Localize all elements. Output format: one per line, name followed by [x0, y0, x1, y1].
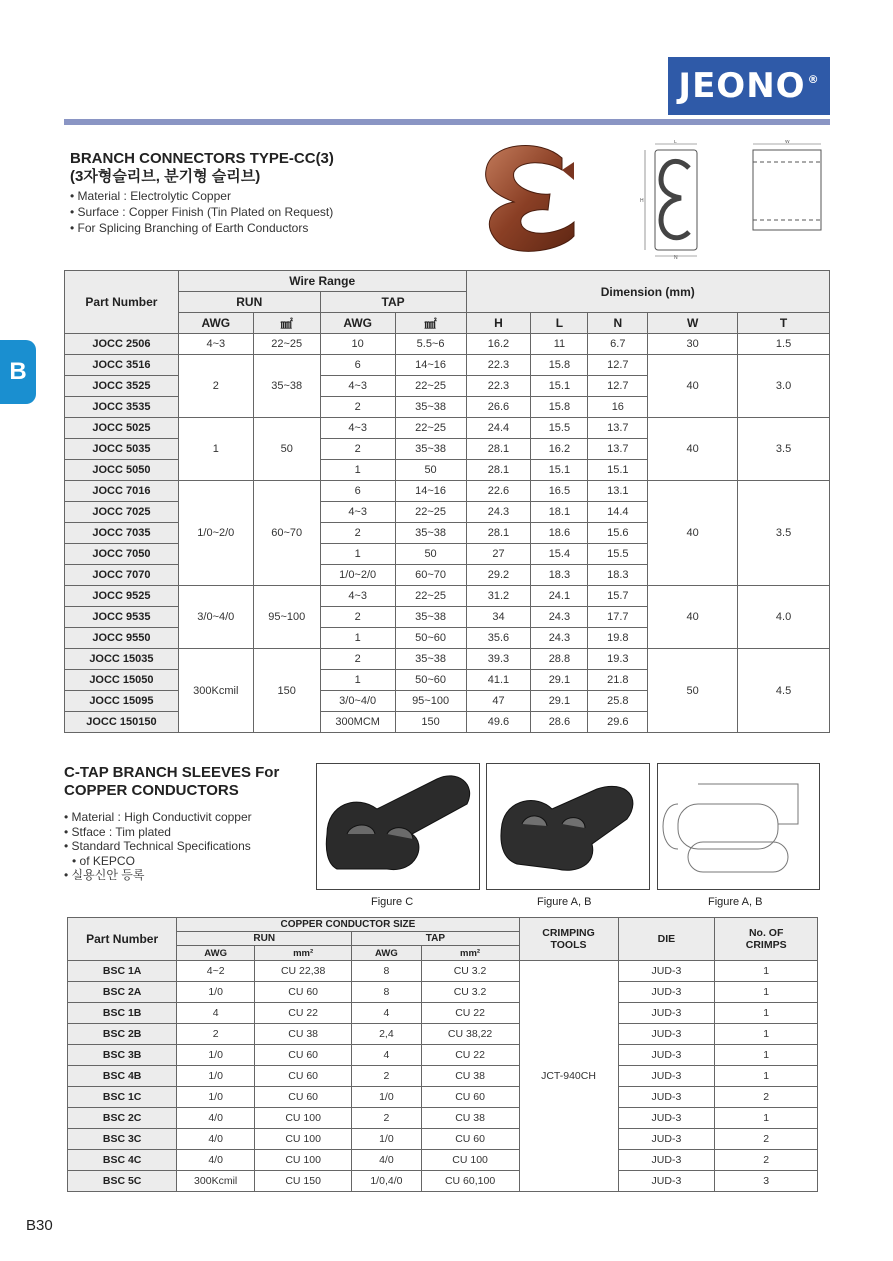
- dim-t-cell: 3.5: [738, 481, 830, 586]
- dim-w-cell: 50: [648, 649, 738, 733]
- figure-caption: Figure A, B: [537, 896, 592, 908]
- dim-h-cell: 28.1: [466, 460, 531, 481]
- part-number-cell: JOCC 15095: [65, 691, 179, 712]
- tap-awg-cell: 6: [320, 481, 395, 502]
- run-mm2-cell: CU 22: [255, 1003, 352, 1024]
- dim-n-cell: 18.3: [588, 565, 648, 586]
- col-run-mm2: ㎟: [253, 313, 320, 334]
- section2-title: [64, 764, 314, 800]
- part-number-cell: JOCC 7016: [65, 481, 179, 502]
- run-mm2-cell: 50: [253, 418, 320, 481]
- figure-caption: Figure C: [371, 896, 414, 908]
- run-awg-cell: 300Kcmil: [178, 649, 253, 733]
- tap-awg-cell: 1: [320, 670, 395, 691]
- tap-awg-cell: 6: [320, 355, 395, 376]
- dim-h-cell: 24.4: [466, 418, 531, 439]
- run-mm2-cell: 95~100: [253, 586, 320, 649]
- crimps-cell: 2: [715, 1087, 818, 1108]
- tap-mm2-cell: 22~25: [395, 376, 466, 397]
- tap-awg-cell: 4: [352, 1045, 421, 1066]
- part-number-cell: JOCC 5025: [65, 418, 179, 439]
- figure-a-b-drawing: [657, 763, 820, 890]
- col-part-number: Part Number: [68, 918, 177, 961]
- tap-awg-cell: 2,4: [352, 1024, 421, 1045]
- run-awg-cell: 1/0: [177, 982, 255, 1003]
- dim-w-cell: 40: [648, 355, 738, 418]
- run-mm2-cell: CU 150: [255, 1171, 352, 1192]
- dim-h-cell: 28.1: [466, 439, 531, 460]
- run-mm2-cell: CU 60: [255, 1087, 352, 1108]
- tap-awg-cell: 2: [320, 397, 395, 418]
- tap-awg-cell: 2: [320, 439, 395, 460]
- run-awg-cell: 2: [178, 355, 253, 418]
- part-number-cell: BSC 2A: [68, 982, 177, 1003]
- tap-mm2-cell: 50~60: [395, 628, 466, 649]
- tap-mm2-cell: CU 3.2: [421, 982, 519, 1003]
- col-run-awg: AWG: [178, 313, 253, 334]
- run-mm2-cell: CU 100: [255, 1129, 352, 1150]
- brand-logo: JEONO ®: [668, 57, 830, 115]
- tap-mm2-cell: 150: [395, 712, 466, 733]
- dim-h-cell: 49.6: [466, 712, 531, 733]
- dim-h-cell: 22.3: [466, 355, 531, 376]
- tap-awg-cell: 1/0: [352, 1129, 421, 1150]
- dim-h-cell: 27: [466, 544, 531, 565]
- tap-awg-cell: 2: [320, 607, 395, 628]
- table-row: [65, 418, 830, 439]
- tap-mm2-cell: 22~25: [395, 502, 466, 523]
- part-number-cell: JOCC 7035: [65, 523, 179, 544]
- die-cell: JUD-3: [618, 1108, 715, 1129]
- dim-n-cell: 13.7: [588, 439, 648, 460]
- run-mm2-cell: CU 60: [255, 1066, 352, 1087]
- section1-title: BRANCH CONNECTORS TYPE-CC(3): [70, 150, 334, 167]
- dim-label-w: W: [785, 140, 790, 145]
- die-cell: JUD-3: [618, 1171, 715, 1192]
- crimps-cell: 1: [715, 1024, 818, 1045]
- crimps-cell: 1: [715, 982, 818, 1003]
- dimension-drawing: [625, 140, 835, 260]
- run-mm2-cell: 35~38: [253, 355, 320, 418]
- dim-l-cell: 18.3: [531, 565, 588, 586]
- dim-n-cell: 13.1: [588, 481, 648, 502]
- table-row: [68, 1129, 818, 1150]
- crimps-cell: 1: [715, 1066, 818, 1087]
- run-mm2-cell: CU 22,38: [255, 961, 352, 982]
- tap-mm2-cell: CU 22: [421, 1045, 519, 1066]
- tap-mm2-cell: 35~38: [395, 397, 466, 418]
- dim-l-cell: 28.8: [531, 649, 588, 670]
- dim-t-cell: 1.5: [738, 334, 830, 355]
- dim-l-cell: 16.2: [531, 439, 588, 460]
- col-crimps: No. OF CRIMPS: [715, 918, 818, 961]
- table-row: [68, 961, 818, 982]
- table-row: [65, 334, 830, 355]
- tap-mm2-cell: CU 38,22: [421, 1024, 519, 1045]
- section1-bullets: [70, 188, 450, 236]
- tap-awg-cell: 3/0~4/0: [320, 691, 395, 712]
- table-row: [68, 1150, 818, 1171]
- part-number-cell: BSC 4B: [68, 1066, 177, 1087]
- dim-t-cell: 3.0: [738, 355, 830, 418]
- tap-awg-cell: 1: [320, 544, 395, 565]
- part-number-cell: JOCC 15050: [65, 670, 179, 691]
- run-awg-cell: 4/0: [177, 1150, 255, 1171]
- section2-bullets: [64, 810, 314, 883]
- part-number-cell: JOCC 9535: [65, 607, 179, 628]
- part-number-cell: BSC 2B: [68, 1024, 177, 1045]
- part-number-cell: BSC 1C: [68, 1087, 177, 1108]
- dim-l-cell: 18.1: [531, 502, 588, 523]
- part-number-cell: BSC 3B: [68, 1045, 177, 1066]
- die-cell: JUD-3: [618, 1129, 715, 1150]
- figure-a-b-photo: [486, 763, 650, 890]
- tap-awg-cell: 8: [352, 982, 421, 1003]
- run-awg-cell: 1: [178, 418, 253, 481]
- tap-awg-cell: 4~3: [320, 418, 395, 439]
- connector-photo: [470, 140, 585, 260]
- die-cell: JUD-3: [618, 961, 715, 982]
- table-row: [68, 1171, 818, 1192]
- tap-mm2-cell: 22~25: [395, 586, 466, 607]
- tap-mm2-cell: 5.5~6: [395, 334, 466, 355]
- dim-l-cell: 29.1: [531, 670, 588, 691]
- dim-h-cell: 29.2: [466, 565, 531, 586]
- crimps-cell: 2: [715, 1150, 818, 1171]
- crimps-cell: 1: [715, 1003, 818, 1024]
- crimps-cell: 1: [715, 1045, 818, 1066]
- part-number-cell: BSC 4C: [68, 1150, 177, 1171]
- tap-awg-cell: 1/0: [352, 1087, 421, 1108]
- part-number-cell: BSC 3C: [68, 1129, 177, 1150]
- col-l: L: [531, 313, 588, 334]
- run-awg-cell: 4~3: [178, 334, 253, 355]
- col-run-mm2: mm²: [255, 946, 352, 961]
- die-cell: JUD-3: [618, 1045, 715, 1066]
- dim-h-cell: 31.2: [466, 586, 531, 607]
- col-n: N: [588, 313, 648, 334]
- dim-t-cell: 3.5: [738, 418, 830, 481]
- col-crimping-tools: CRIMPING TOOLS: [519, 918, 618, 961]
- dim-h-cell: 16.2: [466, 334, 531, 355]
- part-number-cell: JOCC 9525: [65, 586, 179, 607]
- die-cell: JUD-3: [618, 1087, 715, 1108]
- tap-mm2-cell: CU 60: [421, 1129, 519, 1150]
- tap-mm2-cell: 50~60: [395, 670, 466, 691]
- die-cell: JUD-3: [618, 1024, 715, 1045]
- col-part-number: Part Number: [65, 271, 179, 334]
- dim-label-l: L: [674, 140, 677, 145]
- dim-n-cell: 6.7: [588, 334, 648, 355]
- sleeve-spec-table: [67, 917, 818, 1192]
- tap-mm2-cell: 50: [395, 460, 466, 481]
- col-copper-size: COPPER CONDUCTOR SIZE: [177, 918, 519, 932]
- tap-awg-cell: 300MCM: [320, 712, 395, 733]
- run-mm2-cell: CU 38: [255, 1024, 352, 1045]
- col-tap-mm2: mm²: [421, 946, 519, 961]
- tap-mm2-cell: CU 60: [421, 1087, 519, 1108]
- figure-c-photo: [316, 763, 480, 890]
- tap-awg-cell: 4~3: [320, 586, 395, 607]
- part-number-cell: JOCC 3525: [65, 376, 179, 397]
- connector-spec-table: [64, 270, 830, 733]
- col-tap: TAP: [320, 292, 466, 313]
- dim-h-cell: 41.1: [466, 670, 531, 691]
- tap-awg-cell: 1: [320, 460, 395, 481]
- crimping-tool-cell: JCT-940CH: [519, 961, 618, 1192]
- run-awg-cell: 1/0: [177, 1066, 255, 1087]
- tap-awg-cell: 4~3: [320, 502, 395, 523]
- part-number-cell: BSC 5C: [68, 1171, 177, 1192]
- run-mm2-cell: CU 60: [255, 1045, 352, 1066]
- tap-mm2-cell: CU 38: [421, 1108, 519, 1129]
- dim-l-cell: 28.6: [531, 712, 588, 733]
- tap-awg-cell: 2: [320, 523, 395, 544]
- die-cell: JUD-3: [618, 1066, 715, 1087]
- part-number-cell: JOCC 5035: [65, 439, 179, 460]
- run-awg-cell: 4/0: [177, 1108, 255, 1129]
- dim-l-cell: 15.8: [531, 397, 588, 418]
- table-row: [68, 1003, 818, 1024]
- tap-mm2-cell: 35~38: [395, 607, 466, 628]
- table-row: [65, 586, 830, 607]
- part-number-cell: JOCC 7025: [65, 502, 179, 523]
- tap-mm2-cell: CU 22: [421, 1003, 519, 1024]
- tap-mm2-cell: 22~25: [395, 418, 466, 439]
- figure-caption: Figure A, B: [708, 896, 763, 908]
- crimps-cell: 2: [715, 1129, 818, 1150]
- bullet-item: • Stface : Tim plated: [64, 825, 314, 840]
- col-die: DIE: [618, 918, 715, 961]
- bullet-item-cont: • of KEPCO: [64, 854, 314, 869]
- dim-w-cell: 40: [648, 586, 738, 649]
- dim-n-cell: 25.8: [588, 691, 648, 712]
- bullet-item: • Material : High Conductivit copper: [64, 810, 314, 825]
- col-run-awg: AWG: [177, 946, 255, 961]
- dim-h-cell: 24.3: [466, 502, 531, 523]
- run-awg-cell: 3/0~4/0: [178, 586, 253, 649]
- run-mm2-cell: CU 100: [255, 1150, 352, 1171]
- part-number-cell: JOCC 9550: [65, 628, 179, 649]
- col-run: RUN: [177, 932, 352, 946]
- tap-mm2-cell: 14~16: [395, 355, 466, 376]
- dim-l-cell: 15.8: [531, 355, 588, 376]
- header-divider: [64, 119, 830, 125]
- table-row: [68, 1045, 818, 1066]
- tap-mm2-cell: 60~70: [395, 565, 466, 586]
- part-number-cell: JOCC 2506: [65, 334, 179, 355]
- tap-mm2-cell: 35~38: [395, 439, 466, 460]
- run-awg-cell: 1/0~2/0: [178, 481, 253, 586]
- bullet-item: • For Splicing Branching of Earth Conductors: [70, 220, 450, 236]
- dim-label-n: N: [674, 255, 678, 260]
- table-row: [68, 1087, 818, 1108]
- table-row: [65, 649, 830, 670]
- tap-awg-cell: 2: [320, 649, 395, 670]
- tap-awg-cell: 1/0,4/0: [352, 1171, 421, 1192]
- part-number-cell: BSC 2C: [68, 1108, 177, 1129]
- dim-n-cell: 19.8: [588, 628, 648, 649]
- page-number: B30: [26, 1217, 53, 1234]
- crimps-cell: 1: [715, 1108, 818, 1129]
- run-mm2-cell: CU 100: [255, 1108, 352, 1129]
- part-number-cell: JOCC 3535: [65, 397, 179, 418]
- bullet-item: • Surface : Copper Finish (Tin Plated on Request): [70, 204, 450, 220]
- section1-text: [70, 150, 450, 236]
- dim-h-cell: 22.6: [466, 481, 531, 502]
- section1-subtitle: (3자형슬리브, 분기형 슬리브): [70, 168, 261, 185]
- bullet-item: • Standard Technical Specifications: [64, 839, 314, 854]
- run-awg-cell: 1/0: [177, 1045, 255, 1066]
- part-number-cell: JOCC 7070: [65, 565, 179, 586]
- col-tap-awg: AWG: [320, 313, 395, 334]
- tap-awg-cell: 2: [352, 1108, 421, 1129]
- dim-l-cell: 15.5: [531, 418, 588, 439]
- part-number-cell: BSC 1B: [68, 1003, 177, 1024]
- dim-label-h: H: [640, 198, 644, 204]
- die-cell: JUD-3: [618, 982, 715, 1003]
- dim-h-cell: 22.3: [466, 376, 531, 397]
- table-row: [65, 481, 830, 502]
- tap-mm2-cell: CU 3.2: [421, 961, 519, 982]
- dim-w-cell: 30: [648, 334, 738, 355]
- col-w: W: [648, 313, 738, 334]
- dim-l-cell: 24.3: [531, 628, 588, 649]
- run-mm2-cell: CU 60: [255, 982, 352, 1003]
- dim-l-cell: 15.1: [531, 376, 588, 397]
- dim-l-cell: 24.1: [531, 586, 588, 607]
- dim-l-cell: 15.1: [531, 460, 588, 481]
- tap-mm2-cell: 95~100: [395, 691, 466, 712]
- col-dimension: Dimension (mm): [466, 271, 829, 313]
- section2-title-line2: COPPER CONDUCTORS: [64, 782, 239, 799]
- bullet-item: • Material : Electrolytic Copper: [70, 188, 450, 204]
- part-number-cell: JOCC 5050: [65, 460, 179, 481]
- col-h: H: [466, 313, 531, 334]
- dim-n-cell: 15.7: [588, 586, 648, 607]
- run-awg-cell: 1/0: [177, 1087, 255, 1108]
- dim-t-cell: 4.5: [738, 649, 830, 733]
- table-row: [65, 355, 830, 376]
- part-number-cell: BSC 1A: [68, 961, 177, 982]
- dim-n-cell: 15.1: [588, 460, 648, 481]
- part-number-cell: JOCC 7050: [65, 544, 179, 565]
- crimps-cell: 1: [715, 961, 818, 982]
- dim-n-cell: 29.6: [588, 712, 648, 733]
- dim-h-cell: 47: [466, 691, 531, 712]
- run-mm2-cell: 60~70: [253, 481, 320, 586]
- dim-n-cell: 17.7: [588, 607, 648, 628]
- part-number-cell: JOCC 15035: [65, 649, 179, 670]
- dim-n-cell: 15.6: [588, 523, 648, 544]
- dim-h-cell: 28.1: [466, 523, 531, 544]
- dim-n-cell: 14.4: [588, 502, 648, 523]
- col-tap-awg: AWG: [352, 946, 421, 961]
- tap-awg-cell: 4~3: [320, 376, 395, 397]
- tap-awg-cell: 8: [352, 961, 421, 982]
- tap-mm2-cell: CU 60,100: [421, 1171, 519, 1192]
- dim-n-cell: 12.7: [588, 355, 648, 376]
- run-awg-cell: 4~2: [177, 961, 255, 982]
- tap-mm2-cell: 35~38: [395, 649, 466, 670]
- run-awg-cell: 300Kcmil: [177, 1171, 255, 1192]
- tap-mm2-cell: CU 100: [421, 1150, 519, 1171]
- crimps-cell: 3: [715, 1171, 818, 1192]
- dim-w-cell: 40: [648, 418, 738, 481]
- table-row: [68, 982, 818, 1003]
- section-tab: B: [0, 340, 36, 404]
- dim-w-cell: 40: [648, 481, 738, 586]
- col-tap: TAP: [352, 932, 519, 946]
- dim-h-cell: 26.6: [466, 397, 531, 418]
- dim-l-cell: 16.5: [531, 481, 588, 502]
- col-wire-range: Wire Range: [178, 271, 466, 292]
- section2-text: [64, 764, 314, 883]
- die-cell: JUD-3: [618, 1003, 715, 1024]
- dim-n-cell: 15.5: [588, 544, 648, 565]
- tap-awg-cell: 1: [320, 628, 395, 649]
- run-mm2-cell: 22~25: [253, 334, 320, 355]
- bullet-item: • 실용신안 등록: [64, 868, 314, 883]
- tap-mm2-cell: 50: [395, 544, 466, 565]
- die-cell: JUD-3: [618, 1150, 715, 1171]
- table-row: [68, 1066, 818, 1087]
- run-awg-cell: 2: [177, 1024, 255, 1045]
- part-number-cell: JOCC 3516: [65, 355, 179, 376]
- dim-h-cell: 34: [466, 607, 531, 628]
- tap-awg-cell: 2: [352, 1066, 421, 1087]
- dim-h-cell: 35.6: [466, 628, 531, 649]
- col-run: RUN: [178, 292, 320, 313]
- tap-awg-cell: 10: [320, 334, 395, 355]
- tap-awg-cell: 1/0~2/0: [320, 565, 395, 586]
- tap-mm2-cell: CU 38: [421, 1066, 519, 1087]
- tap-awg-cell: 4/0: [352, 1150, 421, 1171]
- dim-t-cell: 4.0: [738, 586, 830, 649]
- table-row: [68, 1024, 818, 1045]
- dim-l-cell: 11: [531, 334, 588, 355]
- dim-n-cell: 21.8: [588, 670, 648, 691]
- col-tap-mm2: ㎟: [395, 313, 466, 334]
- run-mm2-cell: 150: [253, 649, 320, 733]
- tap-awg-cell: 4: [352, 1003, 421, 1024]
- dim-l-cell: 29.1: [531, 691, 588, 712]
- run-awg-cell: 4/0: [177, 1129, 255, 1150]
- part-number-cell: JOCC 150150: [65, 712, 179, 733]
- tap-mm2-cell: 35~38: [395, 523, 466, 544]
- dim-n-cell: 13.7: [588, 418, 648, 439]
- dim-l-cell: 15.4: [531, 544, 588, 565]
- tap-mm2-cell: 14~16: [395, 481, 466, 502]
- dim-n-cell: 19.3: [588, 649, 648, 670]
- dim-n-cell: 12.7: [588, 376, 648, 397]
- section2-title-line1: C-TAP BRANCH SLEEVES For: [64, 764, 280, 781]
- col-t: T: [738, 313, 830, 334]
- dim-h-cell: 39.3: [466, 649, 531, 670]
- run-awg-cell: 4: [177, 1003, 255, 1024]
- dim-l-cell: 18.6: [531, 523, 588, 544]
- dim-l-cell: 24.3: [531, 607, 588, 628]
- dim-n-cell: 16: [588, 397, 648, 418]
- table-row: [68, 1108, 818, 1129]
